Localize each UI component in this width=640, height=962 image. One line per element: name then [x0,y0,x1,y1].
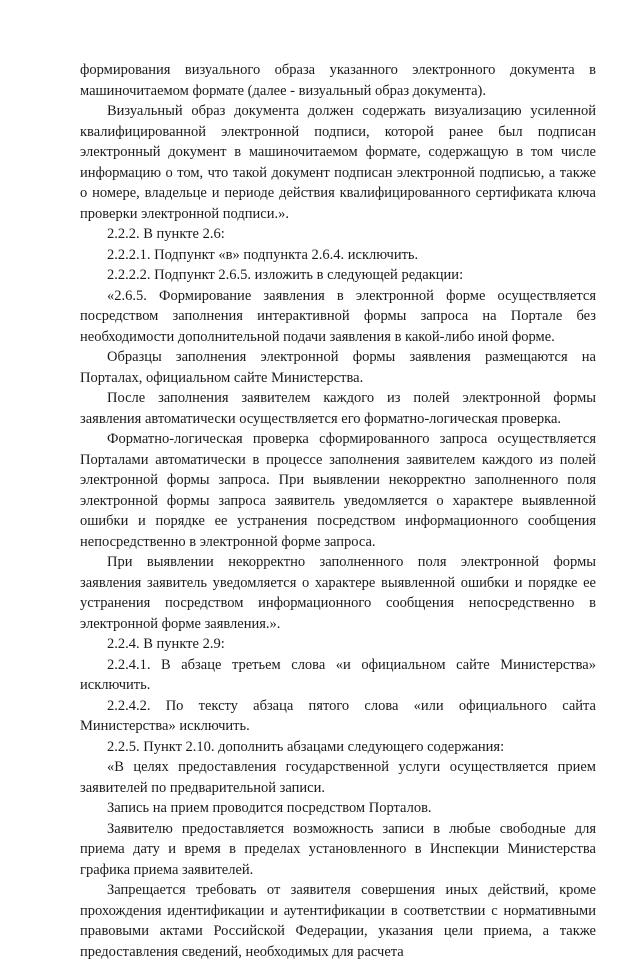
paragraph-17: Заявителю предоставляется возможность записи в любые свободные для приема дату и время в пределах установленного в Инспекции Министерства графика приема заявителей. [80,820,596,878]
paragraph-18: Запрещается требовать от заявителя совершения иных действий, кроме прохождения идентификации и аутентификации в соответствии с нормативными правовыми актами Российской Федерации, указания цели приема, а также предоставления сведений, необходимых для расчета [80,882,596,960]
paragraph-14: 2.2.5. Пункт 2.10. дополнить абзацами следующего содержания: [107,738,505,755]
paragraph-7: Образцы заполнения электронной формы заявления размещаются на Порталах, официальном сайте Министерства. [80,349,596,386]
paragraph-3: 2.2.2. В пункте 2.6: [107,226,225,242]
paragraph-11: 2.2.4. В пункте 2.9: [107,636,225,652]
paragraph-6: «2.6.5. Формирование заявления в электронной форме осуществляется посредством заполнения интерактивной формы запроса на Портале без необходимости дополнительной подачи заявления в какой-либо иной форме. [80,287,596,345]
paragraph-2: Визуальный образ документа должен содержать визуализацию усиленной квалифицированной электронной подписи, которой ранее был подписан электронный документ в машиночитаемом формате, содержащую в том числе информацию о том, что такой документ подписан электронной подписью, а также о номере, владельце и периоде действия квалифицированного сертификата ключа проверки электронной подписи.». [80,103,596,222]
paragraph-13: 2.2.4.2. По тексту абзаца пятого слова «или официального сайта Министерства» исключить. [80,697,596,734]
paragraph-1: формирования визуального образа указанного электронного документа в машиночитаемом формате (далее - визуальный образ документа). [80,62,596,99]
paragraph-8: После заполнения заявителем каждого из полей электронной формы заявления автоматически осуществляется его форматно-логическая проверка. [80,390,596,427]
document-page [80,60,596,962]
paragraph-16: Запись на прием проводится посредством Порталов. [107,800,432,816]
paragraph-15: «В целях предоставления государственной услуги осуществляется прием заявителей по предварительной записи. [80,759,596,796]
paragraph-9: Форматно-логическая проверка сформированного запроса осуществляется Порталами автоматически в процессе заполнения заявителем каждого из полей электронной формы запроса. При выявлении некорректно заполненного поля электронной формы запроса заявитель уведомляется о характере выявленной ошибки и порядке ее устранения посредством информационного сообщения непосредственно в электронной форме запроса. [80,431,596,550]
paragraph-4: 2.2.2.1. Подпункт «в» подпункта 2.6.4. исключить. [107,246,419,263]
paragraph-10: При выявлении некорректно заполненного поля электронной формы заявления заявитель уведомляется о характере выявленной ошибки и порядке ее устранения посредством информационного сообщения непосредственно в электронной форме заявления.». [80,554,596,632]
paragraph-12: 2.2.4.1. В абзаце третьем слова «и официальном сайте Министерства» исключить. [80,656,596,693]
paragraph-5: 2.2.2.2. Подпункт 2.6.5. изложить в следующей редакции: [107,267,464,283]
